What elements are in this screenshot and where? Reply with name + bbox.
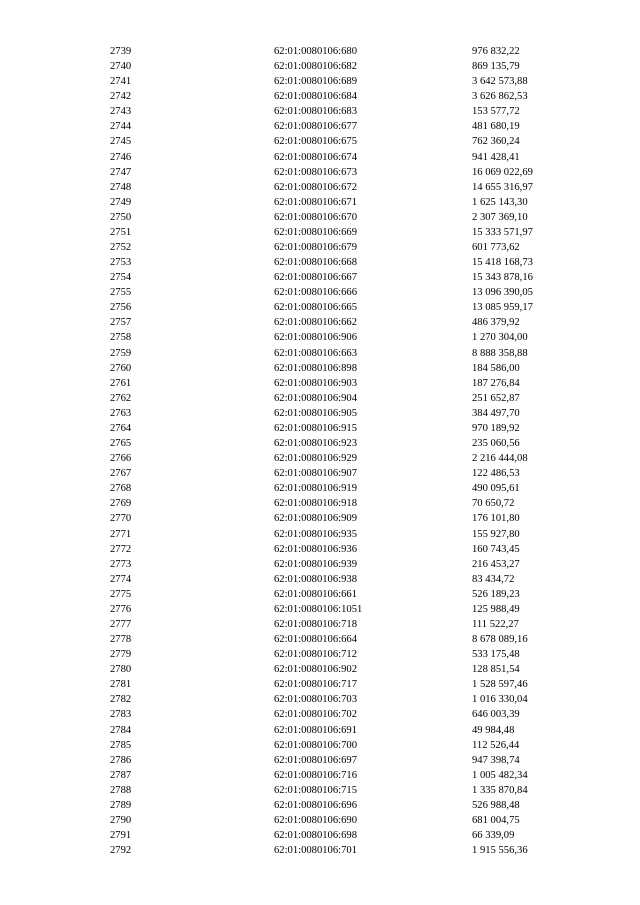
cadastral-value: 15 418 168,73	[472, 257, 533, 269]
table-row	[0, 557, 640, 572]
cadastral-value: 1 270 304,00	[472, 332, 528, 344]
cadastral-value: 155 927,80	[472, 528, 520, 540]
table-row	[0, 74, 640, 89]
cadastral-value: 251 652,87	[472, 392, 520, 404]
table-row	[0, 255, 640, 270]
table-row	[0, 285, 640, 300]
cadastral-number: 62:01:0080106:703	[274, 694, 357, 706]
table-row	[0, 843, 640, 858]
row-number: 2789	[110, 799, 132, 811]
cadastral-number: 62:01:0080106:938	[274, 573, 357, 585]
table-row	[0, 225, 640, 240]
cadastral-number: 62:01:0080106:665	[274, 302, 357, 314]
row-number: 2755	[110, 287, 132, 299]
cadastral-value: 176 101,80	[472, 513, 520, 525]
cadastral-value: 70 650,72	[472, 498, 515, 510]
row-number: 2777	[110, 618, 132, 630]
table-row	[0, 165, 640, 180]
table-row	[0, 119, 640, 134]
table-row	[0, 572, 640, 587]
cadastral-value: 762 360,24	[472, 136, 520, 148]
cadastral-number: 62:01:0080106:664	[274, 634, 357, 646]
cadastral-value: 1 528 597,46	[472, 679, 528, 691]
table-row	[0, 783, 640, 798]
cadastral-number: 62:01:0080106:670	[274, 211, 357, 223]
row-number: 2790	[110, 814, 132, 826]
row-number: 2750	[110, 211, 132, 223]
table-row	[0, 391, 640, 406]
table-row	[0, 421, 640, 436]
table-row	[0, 738, 640, 753]
cadastral-value: 2 216 444,08	[472, 453, 528, 465]
cadastral-value: 16 069 022,69	[472, 166, 533, 178]
cadastral-number: 62:01:0080106:679	[274, 242, 357, 254]
row-number: 2766	[110, 453, 132, 465]
row-number: 2778	[110, 634, 132, 646]
row-number: 2782	[110, 694, 132, 706]
table-row	[0, 707, 640, 722]
table-row	[0, 195, 640, 210]
row-number: 2770	[110, 513, 132, 525]
cadastral-value: 526 189,23	[472, 588, 520, 600]
table-row	[0, 315, 640, 330]
table-row	[0, 436, 640, 451]
table-row	[0, 677, 640, 692]
cadastral-value: 1 915 556,36	[472, 845, 528, 857]
cadastral-value: 15 343 878,16	[472, 272, 533, 284]
row-number: 2751	[110, 226, 132, 238]
cadastral-value: 15 333 571,97	[472, 226, 533, 238]
table-row	[0, 59, 640, 74]
cadastral-value: 125 988,49	[472, 603, 520, 615]
row-number: 2746	[110, 151, 132, 163]
table-row	[0, 180, 640, 195]
row-number: 2773	[110, 558, 132, 570]
cadastral-value: 8 888 358,88	[472, 347, 528, 359]
table-row	[0, 104, 640, 119]
cadastral-number: 62:01:0080106:674	[274, 151, 357, 163]
row-number: 2762	[110, 392, 132, 404]
table-row	[0, 376, 640, 391]
cadastral-value: 1 335 870,84	[472, 784, 528, 796]
table-row	[0, 768, 640, 783]
table-row	[0, 617, 640, 632]
table-row	[0, 451, 640, 466]
cadastral-number: 62:01:0080106:907	[274, 468, 357, 480]
row-number: 2748	[110, 181, 132, 193]
row-number: 2749	[110, 196, 132, 208]
cadastral-number: 62:01:0080106:919	[274, 483, 357, 495]
table-row	[0, 361, 640, 376]
cadastral-number: 62:01:0080106:701	[274, 845, 357, 857]
row-number: 2779	[110, 649, 132, 661]
row-number: 2781	[110, 679, 132, 691]
cadastral-number: 62:01:0080106:662	[274, 317, 357, 329]
row-number: 2756	[110, 302, 132, 314]
cadastral-number: 62:01:0080106:690	[274, 814, 357, 826]
cadastral-value: 533 175,48	[472, 649, 520, 661]
table-row	[0, 89, 640, 104]
cadastral-number: 62:01:0080106:700	[274, 739, 357, 751]
cadastral-number: 62:01:0080106:666	[274, 287, 357, 299]
cadastral-value: 947 398,74	[472, 754, 520, 766]
cadastral-number: 62:01:0080106:683	[274, 106, 357, 118]
cadastral-value: 83 434,72	[472, 573, 515, 585]
table-row	[0, 753, 640, 768]
cadastral-value: 970 189,92	[472, 422, 520, 434]
row-number: 2768	[110, 483, 132, 495]
cadastral-number: 62:01:0080106:712	[274, 649, 357, 661]
cadastral-value: 13 085 959,17	[472, 302, 533, 314]
cadastral-value: 49 984,48	[472, 724, 515, 736]
table-row	[0, 647, 640, 662]
cadastral-value: 14 655 316,97	[472, 181, 533, 193]
cadastral-number: 62:01:0080106:902	[274, 664, 357, 676]
table-row	[0, 813, 640, 828]
cadastral-number: 62:01:0080106:915	[274, 422, 357, 434]
table-row	[0, 406, 640, 421]
table-row	[0, 828, 640, 843]
cadastral-number: 62:01:0080106:939	[274, 558, 357, 570]
table-row	[0, 150, 640, 165]
table-row	[0, 798, 640, 813]
row-number: 2788	[110, 784, 132, 796]
cadastral-number: 62:01:0080106:696	[274, 799, 357, 811]
table-row	[0, 481, 640, 496]
table-row	[0, 542, 640, 557]
cadastral-number: 62:01:0080106:684	[274, 91, 357, 103]
cadastral-number: 62:01:0080106:929	[274, 453, 357, 465]
cadastral-number: 62:01:0080106:661	[274, 588, 357, 600]
cadastral-value: 384 497,70	[472, 407, 520, 419]
cadastral-number: 62:01:0080106:672	[274, 181, 357, 193]
cadastral-number: 62:01:0080106:906	[274, 332, 357, 344]
cadastral-number: 62:01:0080106:716	[274, 769, 357, 781]
row-number: 2754	[110, 272, 132, 284]
table-row	[0, 587, 640, 602]
cadastral-number: 62:01:0080106:903	[274, 377, 357, 389]
row-number: 2740	[110, 61, 132, 73]
row-number: 2761	[110, 377, 132, 389]
table-row	[0, 466, 640, 481]
row-number: 2745	[110, 136, 132, 148]
cadastral-value: 681 004,75	[472, 814, 520, 826]
row-number: 2757	[110, 317, 132, 329]
table-row	[0, 602, 640, 617]
cadastral-number: 62:01:0080106:671	[274, 196, 357, 208]
cadastral-value: 941 428,41	[472, 151, 520, 163]
cadastral-value-table	[0, 44, 640, 858]
cadastral-number: 62:01:0080106:698	[274, 830, 357, 842]
table-row	[0, 134, 640, 149]
cadastral-value: 526 988,48	[472, 799, 520, 811]
row-number: 2771	[110, 528, 132, 540]
cadastral-value: 128 851,54	[472, 664, 520, 676]
cadastral-value: 13 096 390,05	[472, 287, 533, 299]
cadastral-number: 62:01:0080106:677	[274, 121, 357, 133]
table-row	[0, 496, 640, 511]
table-row	[0, 330, 640, 345]
table-row	[0, 662, 640, 677]
row-number: 2743	[110, 106, 132, 118]
cadastral-number: 62:01:0080106:923	[274, 438, 357, 450]
table-row	[0, 240, 640, 255]
row-number: 2775	[110, 588, 132, 600]
table-row	[0, 44, 640, 59]
cadastral-value: 490 095,61	[472, 483, 520, 495]
cadastral-value: 481 680,19	[472, 121, 520, 133]
row-number: 2785	[110, 739, 132, 751]
cadastral-value: 184 586,00	[472, 362, 520, 374]
row-number: 2774	[110, 573, 132, 585]
table-row	[0, 511, 640, 526]
row-number: 2780	[110, 664, 132, 676]
table-row	[0, 270, 640, 285]
cadastral-value: 111 522,27	[472, 618, 519, 630]
cadastral-number: 62:01:0080106:935	[274, 528, 357, 540]
row-number: 2765	[110, 438, 132, 450]
cadastral-value: 486 379,92	[472, 317, 520, 329]
row-number: 2769	[110, 498, 132, 510]
cadastral-number: 62:01:0080106:663	[274, 347, 357, 359]
cadastral-value: 66 339,09	[472, 830, 515, 842]
row-number: 2791	[110, 830, 132, 842]
row-number: 2742	[110, 91, 132, 103]
row-number: 2758	[110, 332, 132, 344]
row-number: 2759	[110, 347, 132, 359]
table-row	[0, 346, 640, 361]
cadastral-value: 160 743,45	[472, 543, 520, 555]
row-number: 2767	[110, 468, 132, 480]
table-row	[0, 692, 640, 707]
row-number: 2739	[110, 46, 132, 57]
cadastral-number: 62:01:0080106:718	[274, 618, 357, 630]
cadastral-value: 3 626 862,53	[472, 91, 528, 103]
table-row	[0, 527, 640, 542]
row-number: 2783	[110, 709, 132, 721]
cadastral-value: 216 453,27	[472, 558, 520, 570]
cadastral-value: 122 486,53	[472, 468, 520, 480]
cadastral-number: 62:01:0080106:667	[274, 272, 357, 284]
table-row	[0, 723, 640, 738]
cadastral-value: 1 625 143,30	[472, 196, 528, 208]
cadastral-number: 62:01:0080106:673	[274, 166, 357, 178]
cadastral-value: 1 016 330,04	[472, 694, 528, 706]
cadastral-number: 62:01:0080106:905	[274, 407, 357, 419]
cadastral-number: 62:01:0080106:909	[274, 513, 357, 525]
cadastral-value: 601 773,62	[472, 242, 520, 254]
table-row	[0, 632, 640, 647]
row-number: 2764	[110, 422, 132, 434]
cadastral-number: 62:01:0080106:1051	[274, 603, 363, 615]
cadastral-value: 869 135,79	[472, 61, 520, 73]
row-number: 2744	[110, 121, 132, 133]
cadastral-number: 62:01:0080106:715	[274, 784, 357, 796]
cadastral-number: 62:01:0080106:691	[274, 724, 357, 736]
cadastral-number: 62:01:0080106:680	[274, 46, 357, 57]
cadastral-value: 646 003,39	[472, 709, 520, 721]
cadastral-number: 62:01:0080106:682	[274, 61, 357, 73]
cadastral-value: 8 678 089,16	[472, 634, 528, 646]
cadastral-number: 62:01:0080106:904	[274, 392, 357, 404]
row-number: 2760	[110, 362, 132, 374]
cadastral-value: 112 526,44	[472, 739, 520, 751]
cadastral-number: 62:01:0080106:689	[274, 76, 357, 88]
cadastral-value: 976 832,22	[472, 46, 520, 57]
cadastral-value: 153 577,72	[472, 106, 520, 118]
cadastral-value: 235 060,56	[472, 438, 520, 450]
cadastral-value: 1 005 482,34	[472, 769, 528, 781]
row-number: 2752	[110, 242, 132, 254]
row-number: 2747	[110, 166, 132, 178]
row-number: 2772	[110, 543, 132, 555]
cadastral-value: 3 642 573,88	[472, 76, 528, 88]
table-row	[0, 300, 640, 315]
cadastral-number: 62:01:0080106:717	[274, 679, 357, 691]
cadastral-number: 62:01:0080106:675	[274, 136, 357, 148]
cadastral-value: 2 307 369,10	[472, 211, 528, 223]
cadastral-number: 62:01:0080106:697	[274, 754, 357, 766]
table-row	[0, 210, 640, 225]
row-number: 2763	[110, 407, 132, 419]
row-number: 2787	[110, 769, 132, 781]
cadastral-number: 62:01:0080106:936	[274, 543, 357, 555]
row-number: 2753	[110, 257, 132, 269]
cadastral-number: 62:01:0080106:702	[274, 709, 357, 721]
cadastral-number: 62:01:0080106:898	[274, 362, 357, 374]
cadastral-value: 187 276,84	[472, 377, 520, 389]
row-number: 2741	[110, 76, 132, 88]
row-number: 2776	[110, 603, 132, 615]
row-number: 2784	[110, 724, 132, 736]
cadastral-number: 62:01:0080106:669	[274, 226, 357, 238]
cadastral-number: 62:01:0080106:668	[274, 257, 357, 269]
row-number: 2786	[110, 754, 132, 766]
cadastral-number: 62:01:0080106:918	[274, 498, 357, 510]
row-number: 2792	[110, 845, 132, 857]
